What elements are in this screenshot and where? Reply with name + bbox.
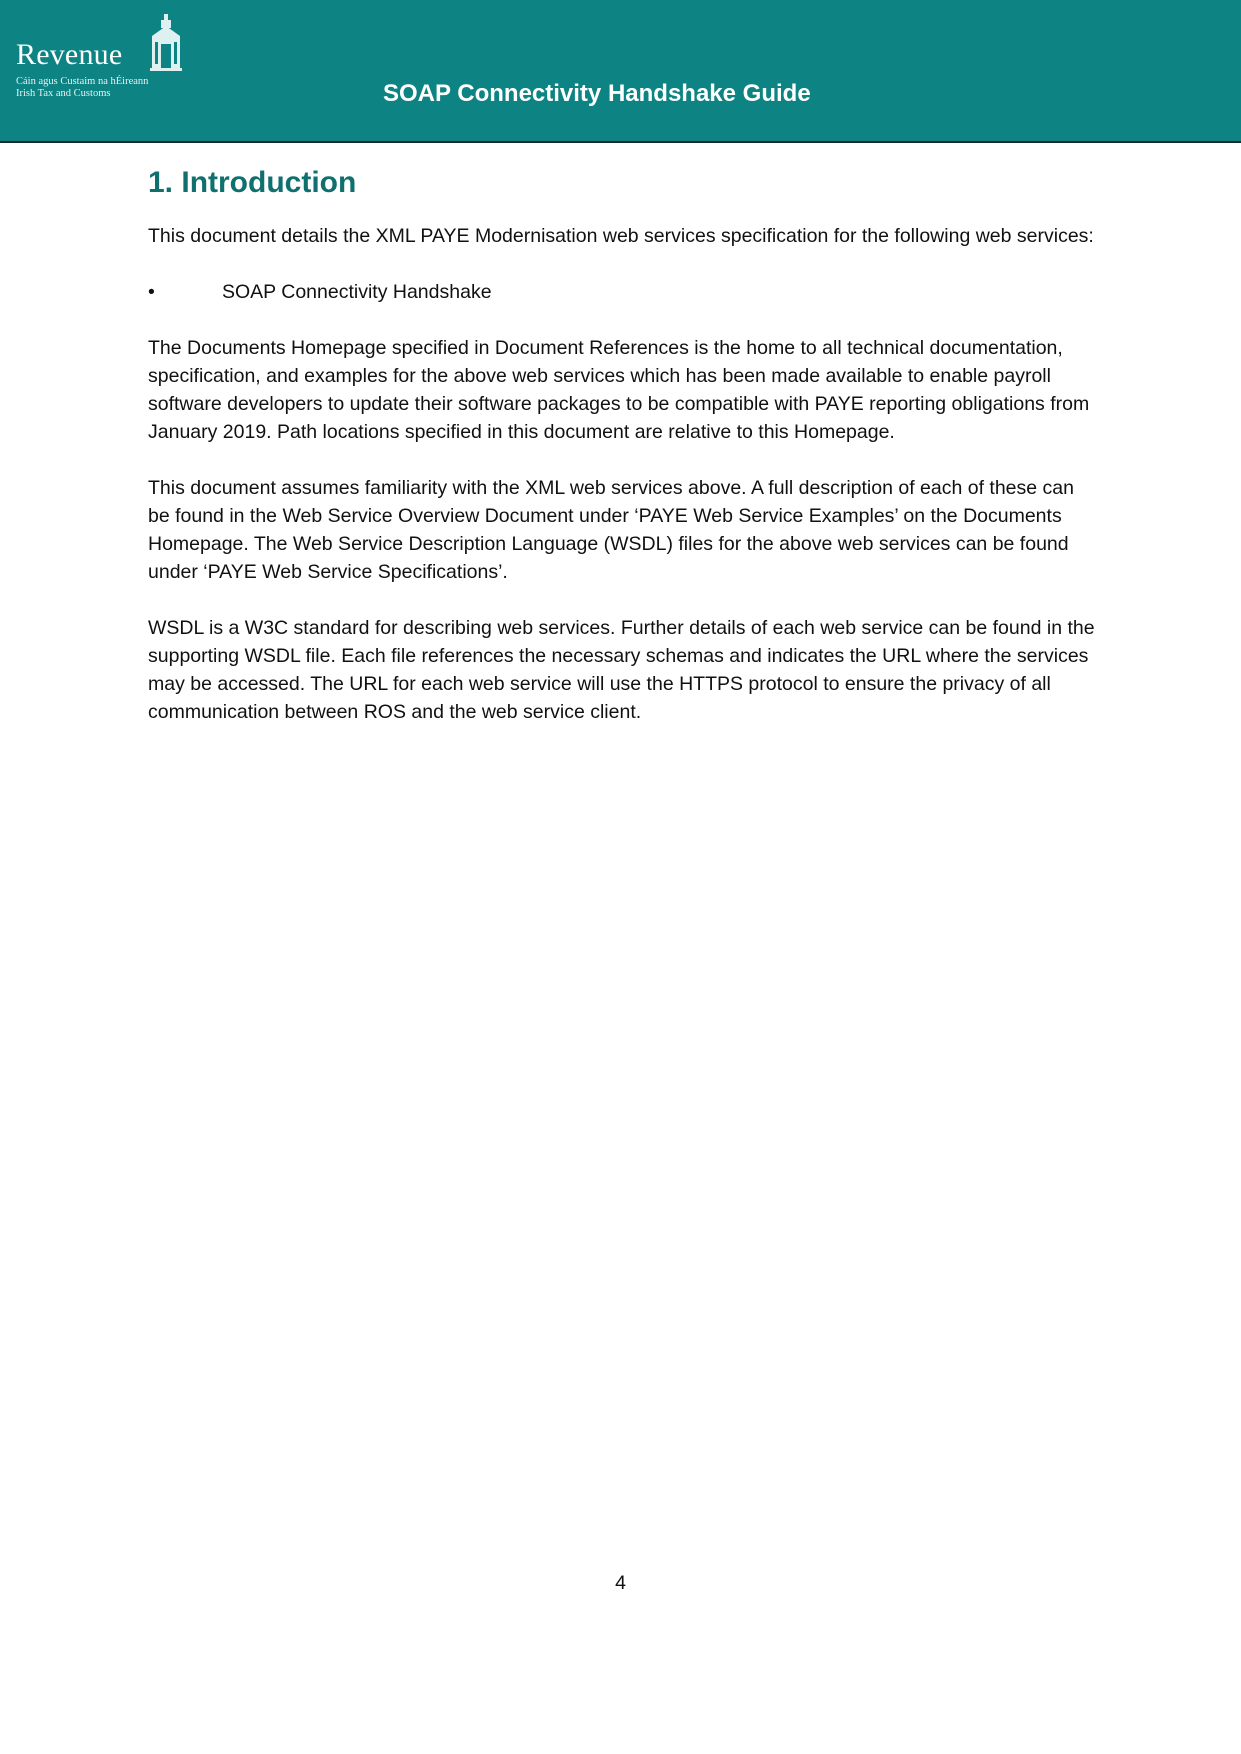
bullet-icon: • <box>148 281 155 303</box>
logo-irish-line: Cáin agus Custaim na hÉireann <box>16 76 149 87</box>
intro-paragraph: This document details the XML PAYE Modernisation web services specification for the following web services: <box>148 225 1094 247</box>
header-band <box>0 0 1241 143</box>
body-paragraph: This document assumes familiarity with the XML web services above. A full description of each of these can be found in the Web Service Overview Document under ‘PAYE Web Service Examples’ on the Documents Homepage. The Web Service Description Language (WSDL) files for the above web services can be found under ‘PAYE Web Service Specifications’. <box>148 477 1074 583</box>
custom-house-icon <box>148 14 184 72</box>
page-content <box>148 162 1098 754</box>
revenue-logo <box>14 14 184 104</box>
document-title: SOAP Connectivity Handshake Guide <box>383 80 811 107</box>
logo-wordmark: Revenue <box>16 38 123 71</box>
page-number: 4 <box>615 1572 626 1594</box>
list-item-text: SOAP Connectivity Handshake <box>222 281 492 303</box>
body-paragraph: The Documents Homepage specified in Document References is the home to all technical documentation, specification, and examples for the above web services which has been made available to enable payroll software developers to update their software packages to be compatible with PAYE reporting obligations from January 2019. Path locations specified in this document are relative to this Homepage. <box>148 337 1090 443</box>
section-heading: 1. Introduction <box>148 166 357 199</box>
logo-english-line: Irish Tax and Customs <box>16 88 111 99</box>
list-item <box>148 278 1098 306</box>
body-paragraph: WSDL is a W3C standard for describing web services. Further details of each web service can be found in the supporting WSDL file. Each file references the necessary schemas and indicates the URL where the services may be accessed. The URL for each web service will use the HTTPS protocol to ensure the privacy of all communication between ROS and the web service client. <box>148 617 1095 723</box>
